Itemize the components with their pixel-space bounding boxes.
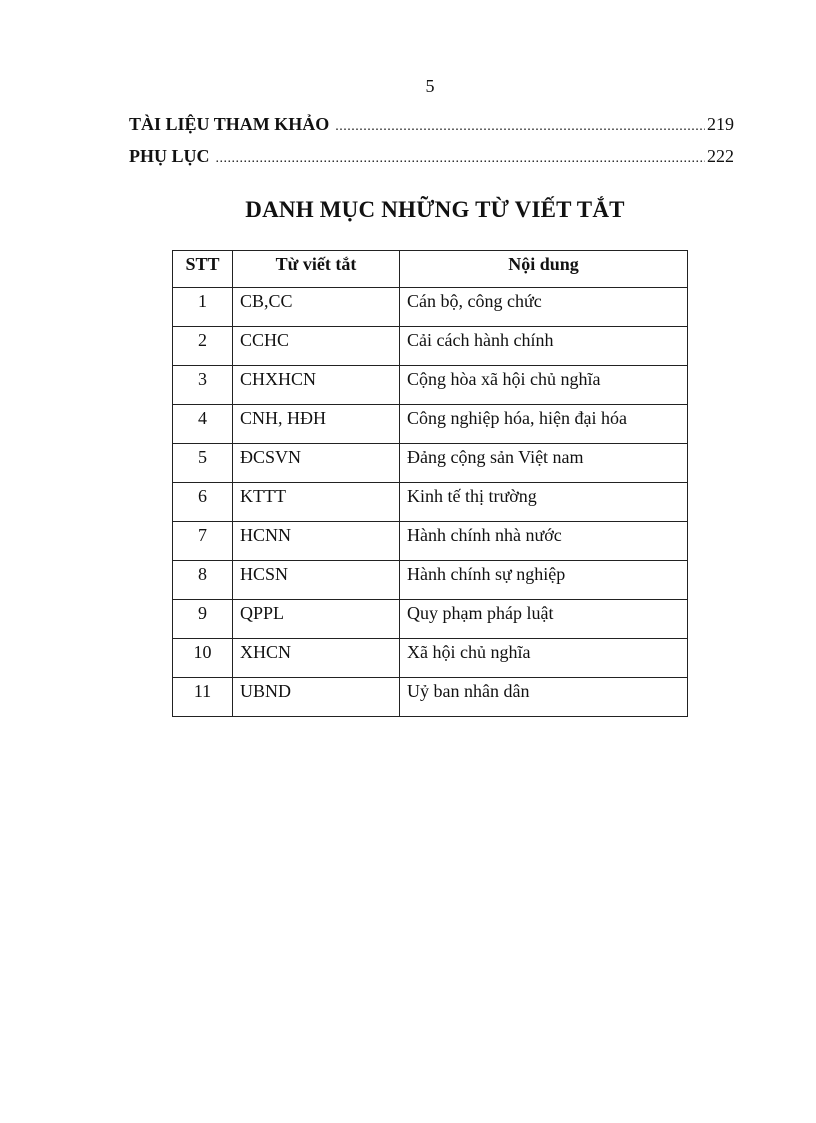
toc-entry-appendix[interactable] bbox=[129, 145, 734, 177]
table-of-contents bbox=[129, 113, 734, 177]
abbreviation-list-title: DANH MỤC NHỮNG TỪ VIẾT TẮT bbox=[245, 197, 625, 222]
meaning-cell: Uỷ ban nhân dân bbox=[400, 678, 688, 717]
row-number-cell: 6 bbox=[173, 483, 233, 522]
row-number-cell: 11 bbox=[173, 678, 233, 717]
abbreviation-cell: XHCN bbox=[233, 639, 400, 678]
table-row bbox=[173, 600, 688, 639]
abbreviation-cell: KTTT bbox=[233, 483, 400, 522]
meaning-cell: Hành chính sự nghiệp bbox=[400, 561, 688, 600]
abbreviation-cell: CNH, HĐH bbox=[233, 405, 400, 444]
header-content: Nội dung bbox=[400, 251, 688, 288]
meaning-cell: Cộng hòa xã hội chủ nghĩa bbox=[400, 366, 688, 405]
toc-entry-page: 219 bbox=[707, 114, 734, 134]
meaning-cell: Kinh tế thị trường bbox=[400, 483, 688, 522]
meaning-cell: Xã hội chủ nghĩa bbox=[400, 639, 688, 678]
table-row bbox=[173, 327, 688, 366]
toc-leader-dots bbox=[216, 148, 706, 170]
abbreviation-cell: CHXHCN bbox=[233, 366, 400, 405]
table-row bbox=[173, 444, 688, 483]
table-row bbox=[173, 405, 688, 444]
abbreviation-cell: ĐCSVN bbox=[233, 444, 400, 483]
toc-entry-title: PHỤ LỤC bbox=[129, 146, 210, 166]
row-number-cell: 9 bbox=[173, 600, 233, 639]
abbreviation-cell: QPPL bbox=[233, 600, 400, 639]
table-header-row bbox=[173, 251, 688, 288]
abbreviation-cell: HCSN bbox=[233, 561, 400, 600]
abbreviation-cell: CCHC bbox=[233, 327, 400, 366]
row-number-cell: 5 bbox=[173, 444, 233, 483]
row-number-cell: 4 bbox=[173, 405, 233, 444]
row-number-cell: 10 bbox=[173, 639, 233, 678]
row-number-cell: 3 bbox=[173, 366, 233, 405]
meaning-cell: Đảng cộng sản Việt nam bbox=[400, 444, 688, 483]
table-row bbox=[173, 639, 688, 678]
row-number-cell: 1 bbox=[173, 288, 233, 327]
table-body bbox=[173, 288, 688, 717]
abbreviation-cell: CB,CC bbox=[233, 288, 400, 327]
table-row bbox=[173, 678, 688, 717]
toc-entry-page: 222 bbox=[707, 146, 734, 166]
table-row bbox=[173, 522, 688, 561]
abbreviation-cell: HCNN bbox=[233, 522, 400, 561]
meaning-cell: Cán bộ, công chức bbox=[400, 288, 688, 327]
toc-entry-title: TÀI LIỆU THAM KHẢO bbox=[129, 114, 330, 134]
table-row bbox=[173, 288, 688, 327]
page-number: 5 bbox=[425, 76, 435, 96]
abbreviation-cell: UBND bbox=[233, 678, 400, 717]
header-stt: STT bbox=[173, 251, 233, 288]
table-row bbox=[173, 561, 688, 600]
row-number-cell: 8 bbox=[173, 561, 233, 600]
meaning-cell: Hành chính nhà nước bbox=[400, 522, 688, 561]
abbreviation-table bbox=[172, 250, 688, 717]
table-row bbox=[173, 366, 688, 405]
meaning-cell: Quy phạm pháp luật bbox=[400, 600, 688, 639]
header-abbreviation: Từ viết tắt bbox=[233, 251, 400, 288]
meaning-cell: Công nghiệp hóa, hiện đại hóa bbox=[400, 405, 688, 444]
row-number-cell: 7 bbox=[173, 522, 233, 561]
row-number-cell: 2 bbox=[173, 327, 233, 366]
meaning-cell: Cải cách hành chính bbox=[400, 327, 688, 366]
toc-leader-dots bbox=[335, 116, 705, 138]
toc-entry-references[interactable] bbox=[129, 113, 734, 145]
table-row bbox=[173, 483, 688, 522]
